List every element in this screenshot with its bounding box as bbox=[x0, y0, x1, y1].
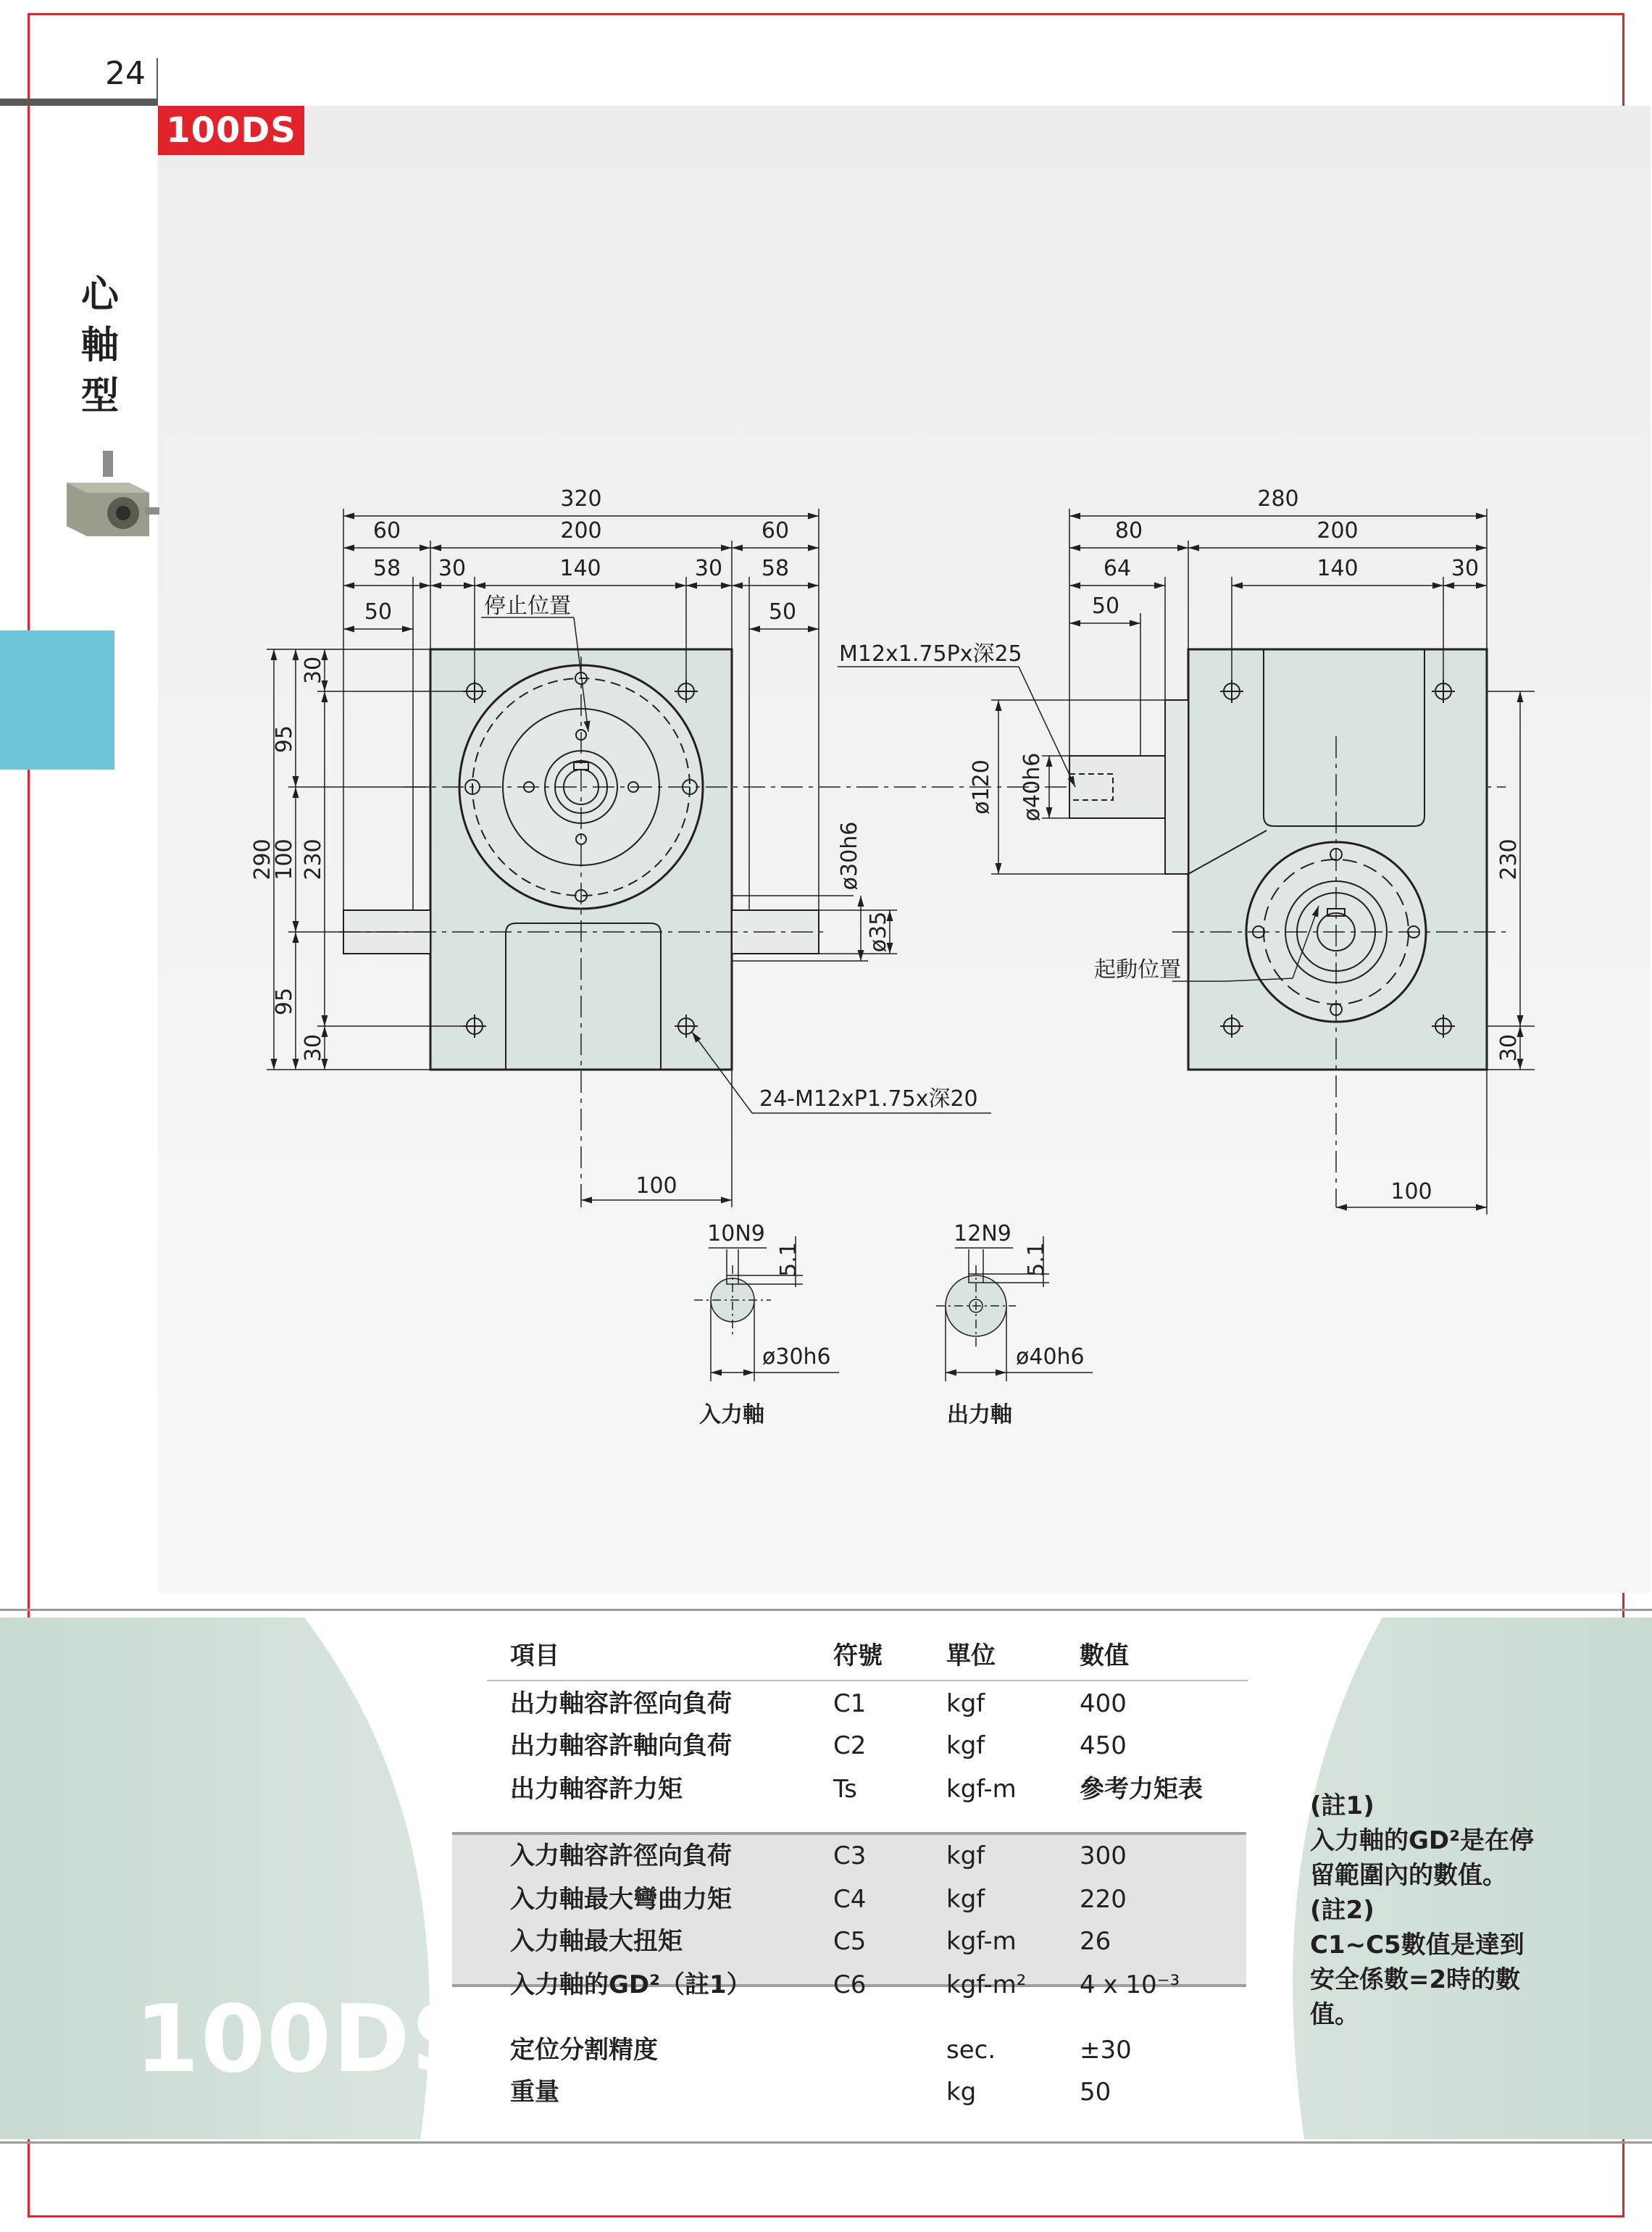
category-label bbox=[78, 270, 122, 422]
technical-drawing bbox=[158, 106, 1651, 1593]
dia-40h6: ø40h6 bbox=[1019, 752, 1045, 822]
note-line: (註1) bbox=[1310, 1791, 1374, 1820]
spec-row-symbol: C1 bbox=[833, 1689, 867, 1718]
key-section-text bbox=[699, 1221, 1085, 1428]
spec-rule-bottom bbox=[0, 2141, 1652, 2144]
dim-95-top: 95 bbox=[272, 725, 297, 754]
spec-row-unit: kgf bbox=[946, 1841, 985, 1870]
header-unit: 單位 bbox=[946, 1641, 996, 1670]
dim-320: 320 bbox=[560, 486, 602, 512]
spec-row-symbol: C5 bbox=[833, 1927, 867, 1956]
stop-position-label: 停止位置 bbox=[484, 594, 571, 619]
header-symbol: 符號 bbox=[833, 1641, 883, 1670]
start-position-label: 起動位置 bbox=[1094, 957, 1181, 983]
dim-230: 230 bbox=[301, 838, 326, 880]
header-item: 項目 bbox=[510, 1641, 559, 1670]
spec-row-label: 入力軸最大彎曲力矩 bbox=[510, 1885, 732, 1914]
note-line: C1~C5數值是達到 bbox=[1310, 1931, 1524, 1960]
spec-row-symbol: C2 bbox=[833, 1731, 867, 1760]
spec-row-unit: kgf-m² bbox=[946, 1970, 1027, 1999]
input-key-depth: 5.1 bbox=[776, 1242, 801, 1277]
dim-30-top: 30 bbox=[301, 656, 326, 685]
spec-row-label: 出力軸容許力矩 bbox=[510, 1775, 683, 1804]
spec-row-symbol: C6 bbox=[833, 1970, 867, 1999]
dim-50-right: 50 bbox=[768, 599, 797, 625]
dia-120: ø120 bbox=[969, 759, 994, 815]
dim-50-side: 50 bbox=[1091, 594, 1120, 619]
spec-row-label: 出力軸容許軸向負荷 bbox=[510, 1731, 732, 1760]
dim-30-left: 30 bbox=[438, 556, 467, 581]
spec-row-symbol: C4 bbox=[833, 1885, 867, 1914]
category-char: 心 bbox=[80, 273, 119, 317]
spec-row-unit: sec. bbox=[946, 2036, 996, 2065]
spec-row-value: 450 bbox=[1080, 1731, 1127, 1760]
note-line: 留範圍內的數值。 bbox=[1310, 1861, 1507, 1890]
input-shaft-dia: ø30h6 bbox=[837, 821, 862, 891]
category-char: 型 bbox=[80, 375, 119, 418]
dim-280: 280 bbox=[1257, 486, 1299, 512]
note-line: (註2) bbox=[1310, 1896, 1374, 1925]
dim-200-side: 200 bbox=[1317, 518, 1359, 544]
spec-row-unit: kgf-m bbox=[946, 1775, 1017, 1804]
dim-140: 140 bbox=[559, 556, 601, 581]
dim-95-bottom: 95 bbox=[272, 987, 297, 1016]
spec-row-label: 重量 bbox=[510, 2078, 559, 2107]
spec-row-unit: kgf bbox=[946, 1885, 985, 1914]
dim-30-side: 30 bbox=[1451, 556, 1480, 581]
notes bbox=[1310, 1788, 1585, 2032]
dim-60-left: 60 bbox=[372, 518, 401, 544]
spec-row-value: 26 bbox=[1080, 1927, 1111, 1956]
shaft-offset-dia: ø35 bbox=[866, 911, 891, 953]
dim-30-bottom: 30 bbox=[301, 1033, 326, 1062]
model-tag: 100DS bbox=[158, 106, 304, 155]
spec-row-symbol: C3 bbox=[833, 1841, 867, 1870]
spec-row-value: 4 x 10⁻³ bbox=[1080, 1970, 1180, 1999]
section-tab bbox=[0, 630, 114, 770]
model-watermark: 100DS bbox=[135, 1986, 480, 2094]
spec-row-value: 220 bbox=[1080, 1885, 1127, 1914]
spec-row-label: 入力軸的GD²（註1） bbox=[510, 1970, 751, 1999]
note-line: 安全係數=2時的數 bbox=[1310, 1965, 1521, 1994]
input-shaft-label: 入力軸 bbox=[699, 1402, 764, 1428]
note-line: 值。 bbox=[1310, 2000, 1359, 2029]
side-view bbox=[1069, 649, 1506, 1207]
dim-100: 100 bbox=[272, 838, 297, 880]
side-thread-label: M12x1.75Px深25 bbox=[839, 641, 1022, 667]
dim-60-right: 60 bbox=[761, 518, 790, 544]
output-key-depth: 5.1 bbox=[1024, 1242, 1049, 1277]
category-char: 軸 bbox=[80, 324, 119, 367]
dim-58-left: 58 bbox=[372, 556, 401, 581]
header-rule bbox=[0, 99, 158, 106]
spec-row-label: 入力軸容許徑向負荷 bbox=[510, 1841, 732, 1870]
spec-row-label: 定位分割精度 bbox=[510, 2036, 658, 2065]
spec-row-value: 300 bbox=[1080, 1841, 1127, 1870]
spec-row-unit: kgf-m bbox=[946, 1927, 1017, 1956]
product-thumbnail bbox=[62, 451, 159, 545]
spec-rule-top bbox=[0, 1609, 1652, 1611]
spec-row-label: 入力軸最大扭矩 bbox=[510, 1927, 683, 1956]
spec-row-label: 出力軸容許徑向負荷 bbox=[510, 1689, 732, 1718]
spec-row-value: 400 bbox=[1080, 1689, 1127, 1718]
spec-row-unit: kgf bbox=[946, 1731, 985, 1760]
output-keyway: 12N9 bbox=[954, 1221, 1011, 1246]
dim-50-left: 50 bbox=[364, 599, 393, 625]
spec-row-unit: kg bbox=[946, 2078, 977, 2107]
spec-row-unit: kgf bbox=[946, 1689, 985, 1718]
output-shaft-key-dia: ø40h6 bbox=[1016, 1344, 1085, 1370]
output-shaft-label: 出力軸 bbox=[947, 1402, 1012, 1428]
dim-230-side: 230 bbox=[1496, 838, 1522, 880]
dim-80: 80 bbox=[1114, 518, 1143, 544]
spec-group-output bbox=[510, 1689, 1203, 1804]
dim-140-side: 140 bbox=[1317, 556, 1359, 581]
dim-30-side-bottom: 30 bbox=[1496, 1033, 1522, 1062]
input-keyway: 10N9 bbox=[707, 1221, 765, 1246]
spec-row-value: 50 bbox=[1080, 2078, 1111, 2107]
dim-58-right: 58 bbox=[761, 556, 790, 581]
header-value: 數值 bbox=[1080, 1641, 1129, 1670]
tapped-holes-label: 24-M12xP1.75x深20 bbox=[759, 1086, 978, 1112]
page-number: 24 bbox=[105, 55, 146, 92]
input-shaft-key-dia: ø30h6 bbox=[762, 1344, 831, 1370]
dim-100-bottom-right: 100 bbox=[1390, 1179, 1432, 1204]
dim-64: 64 bbox=[1103, 556, 1132, 581]
dim-100-bottom-left: 100 bbox=[635, 1173, 677, 1199]
dim-30-right: 30 bbox=[694, 556, 723, 581]
spec-row-symbol: Ts bbox=[833, 1775, 857, 1804]
note-line: 入力軸的GD²是在停 bbox=[1310, 1826, 1535, 1855]
dim-200: 200 bbox=[560, 518, 602, 544]
spec-row-value: 參考力矩表 bbox=[1080, 1775, 1203, 1804]
dim-290: 290 bbox=[250, 838, 275, 880]
spec-row-value: ±30 bbox=[1080, 2036, 1132, 2065]
